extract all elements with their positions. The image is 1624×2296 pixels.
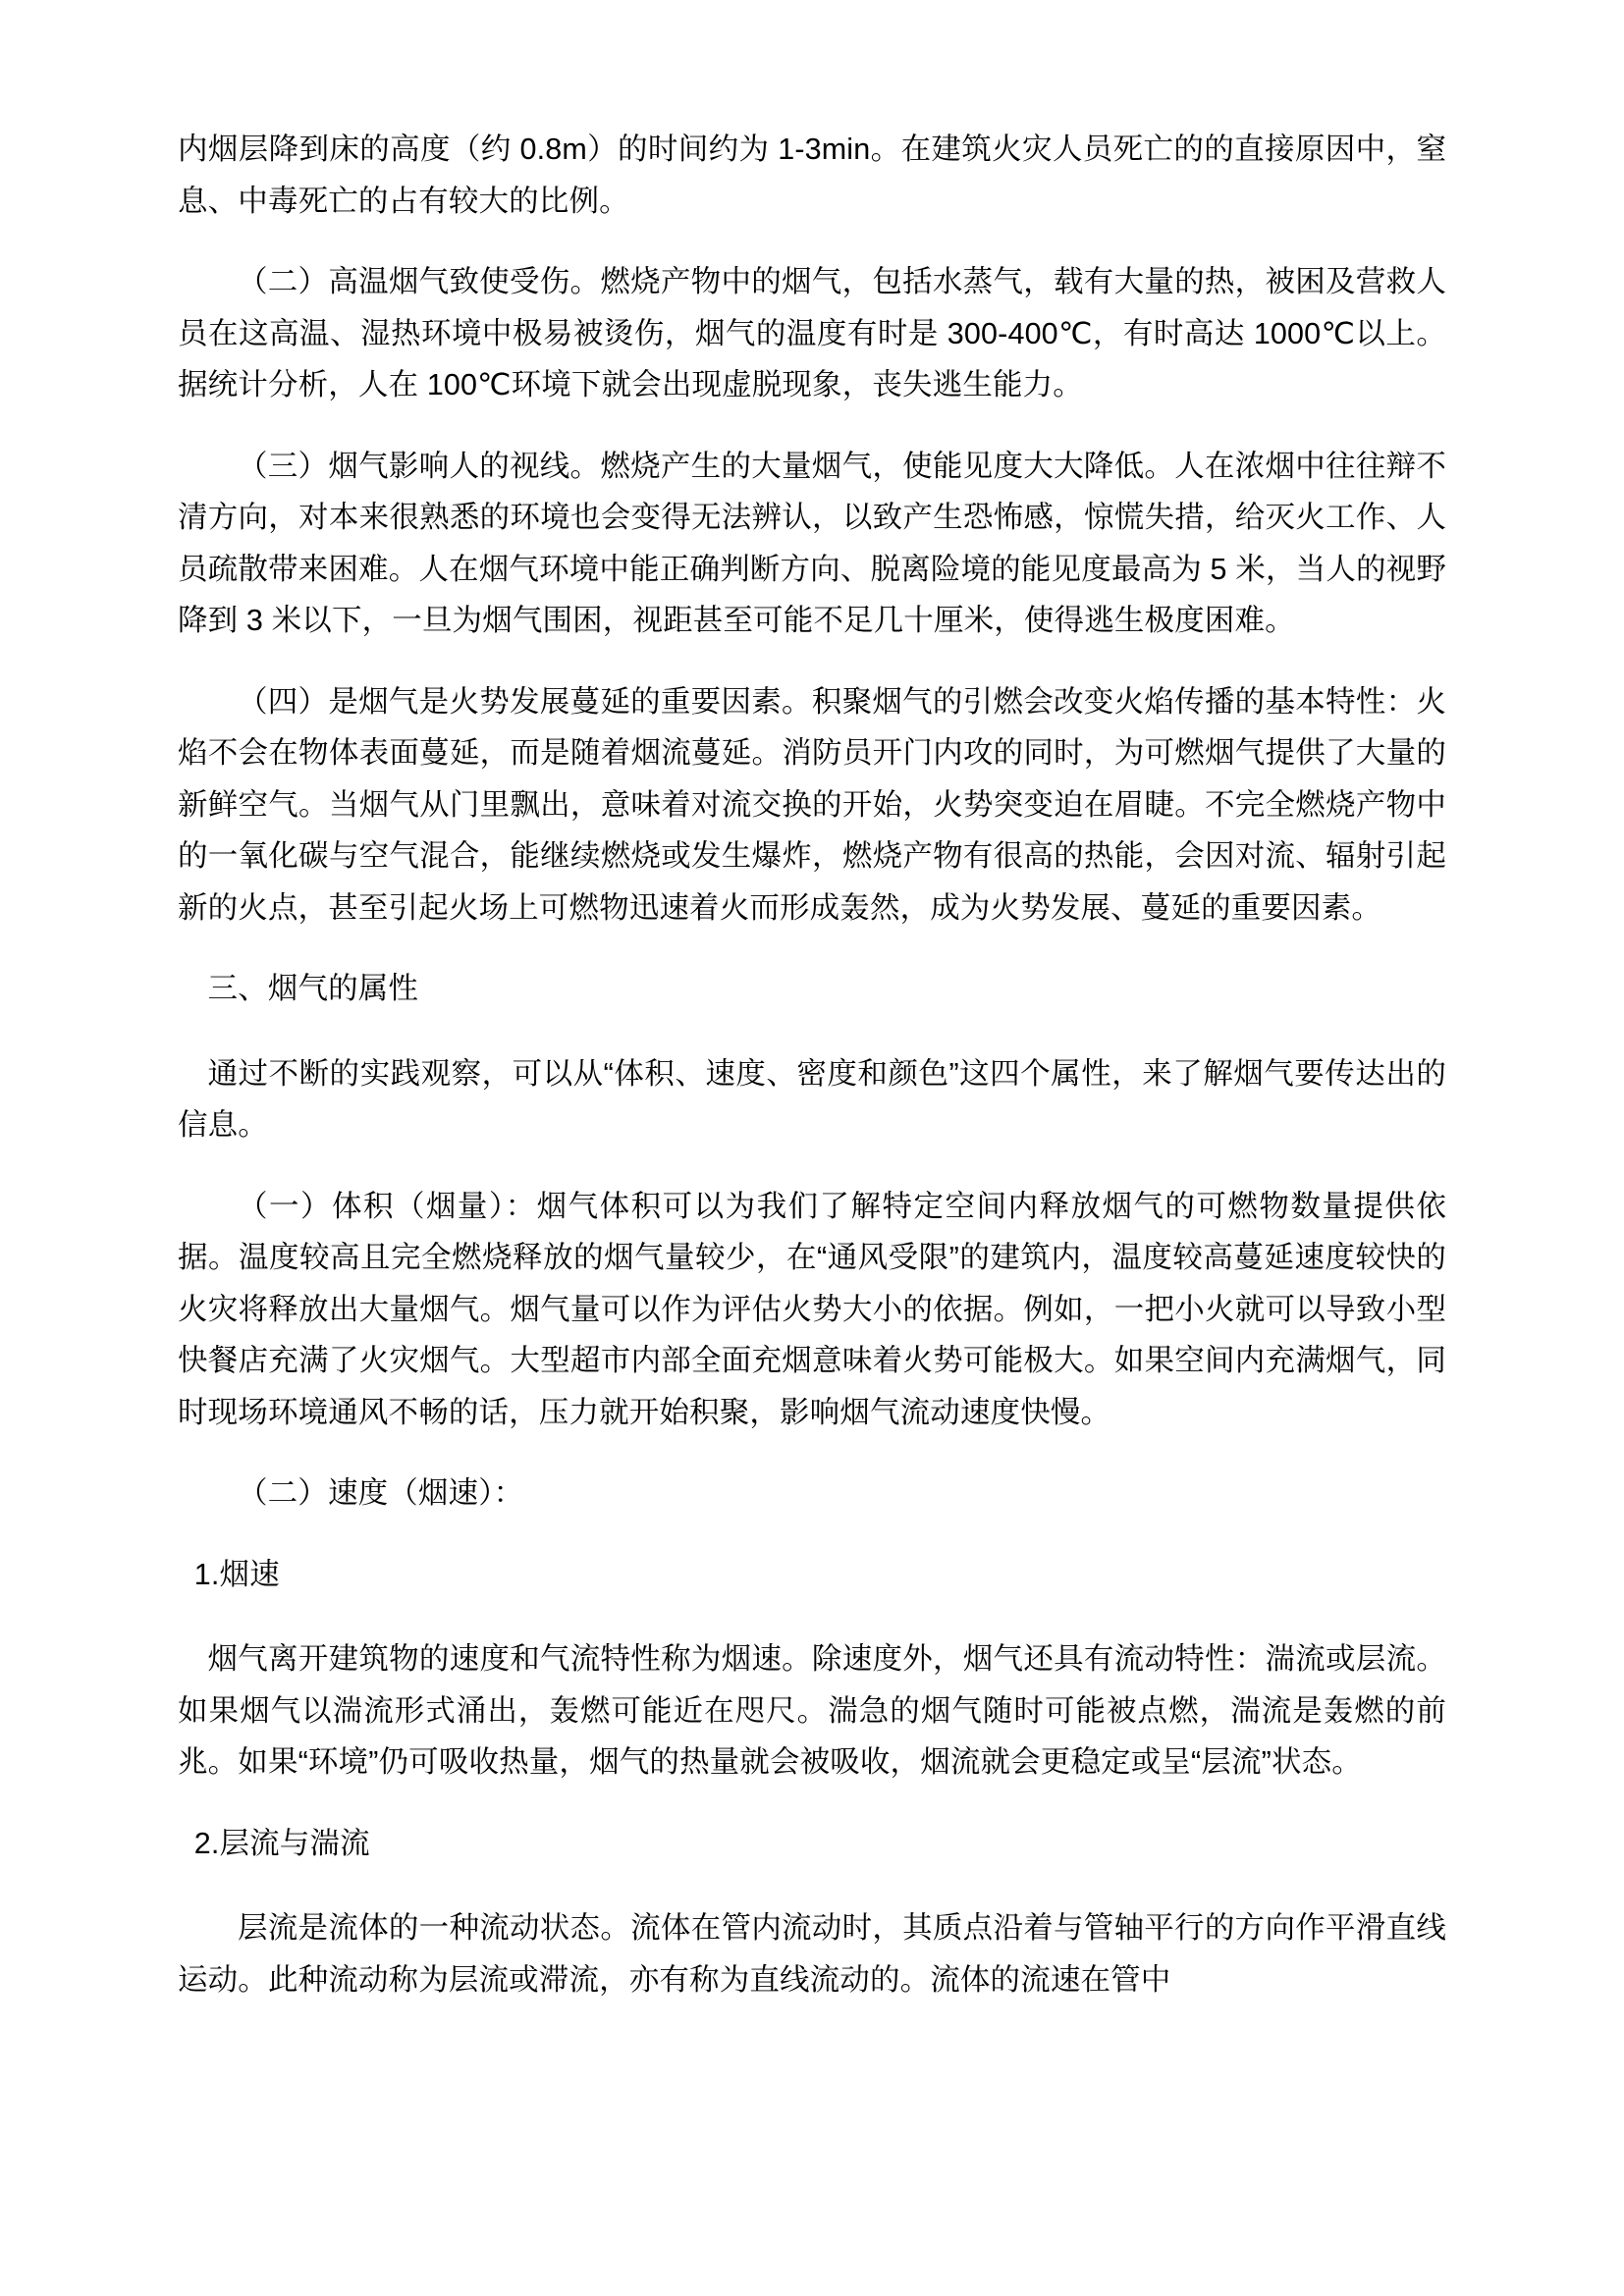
paragraph-item-four-smoke-spread-factor: （四）是烟气是火势发展蔓延的重要因素。积聚烟气的引燃会改变火焰传播的基本特性：火焰不会在物体表面蔓延，而是随着烟流蔓延。消防员开门内攻的同时，为可燃烟气提供了大量的新鲜空气。当烟气从门里飘出，意味着对流交换的开始，火势突变迫在眉睫。不完全燃烧产物中的一氧化碳与空气混合，能继续燃烧或发生爆炸，燃烧产物有很高的热能，会因对流、辐射引起新的火点，甚至引起火场上可燃物迅速着火而形成轰然，成为火势发展、蔓延的重要因素。 (178, 684, 1446, 925)
sub-heading-2-laminar-and-turbulent-flow: 2.层流与湍流 (193, 1826, 370, 1860)
paragraph-attribute-two-speed-heading: （二）速度（烟速）： (238, 1476, 524, 1510)
paragraph-section-three-intro: 通过不断的实践观察，可以从“体积、速度、密度和颜色”这四个属性，来了解烟气要传达出的信息。 (178, 1056, 1446, 1142)
section-heading-three-smoke-properties: 三、烟气的属性 (207, 972, 419, 1005)
sub-heading-1-smoke-speed: 1.烟速 (193, 1557, 280, 1591)
page-text-body (178, 124, 1446, 2005)
paragraph-sub-1-smoke-speed-body: 烟气离开建筑物的速度和气流特性称为烟速。除速度外，烟气还具有流动特性：湍流或层流。如果烟气以湍流形式涌出，轰燃可能近在咫尺。湍急的烟气随时可能被点燃，湍流是轰燃的前兆。如果“环境”仍可吸收热量，烟气的热量就会被吸收，烟流就会更稳定或呈“层流”状态。 (178, 1642, 1446, 1779)
paragraph-continued-from-previous-page: 内烟层降到床的高度（约 0.8m）的时间约为 1-3min。在建筑火灾人员死亡的的直接原因中，窒息、中毒死亡的占有较大的比例。 (178, 133, 1446, 218)
paragraph-attribute-one-volume: （一）体积（烟量）：烟气体积可以为我们了解特定空间内释放烟气的可燃物数量提供依据。温度较高且完全燃烧释放的烟气量较少，在“通风受限”的建筑内，温度较高蔓延速度较快的火灾将释放出大量烟气。烟气量可以作为评估火势大小的依据。例如，一把小火就可以导致小型快餐店充满了火灾烟气。大型超市内部全面充烟意味着火势可能极大。如果空间内充满烟气，同时现场环境通风不畅的话，压力就开始积聚，影响烟气流动速度快慢。 (178, 1189, 1446, 1429)
paragraph-item-three-smoke-affects-vision: （三）烟气影响人的视线。燃烧产生的大量烟气，使能见度大大降低。人在浓烟中往往辩不清方向，对本来很熟悉的环境也会变得无法辨认，以致产生恐怖感，惊慌失措，给灭火工作、人员疏散带来困难。人在烟气环境中能正确判断方向、脱离险境的能见度最高为 5 米，当人的视野降到 3 米以下，一旦为烟气围困，视距甚至可能不足几十厘米，使得逃生极度困难。 (178, 449, 1446, 637)
paragraph-item-two-high-temperature-smoke: （二）高温烟气致使受伤。燃烧产物中的烟气，包括水蒸气，载有大量的热，被困及营救人员在这高温、湿热环境中极易被烫伤，烟气的温度有时是 300-400℃，有时高达 1000℃以上。据统计分析，人在 100℃环境下就会出现虚脱现象，丧失逃生能力。 (178, 265, 1446, 401)
paragraph-sub-2-laminar-flow-body: 层流是流体的一种流动状态。流体在管内流动时，其质点沿着与管轴平行的方向作平滑直线运动。此种流动称为层流或滞流，亦有称为直线流动的。流体的流速在管中 (178, 1911, 1446, 1997)
